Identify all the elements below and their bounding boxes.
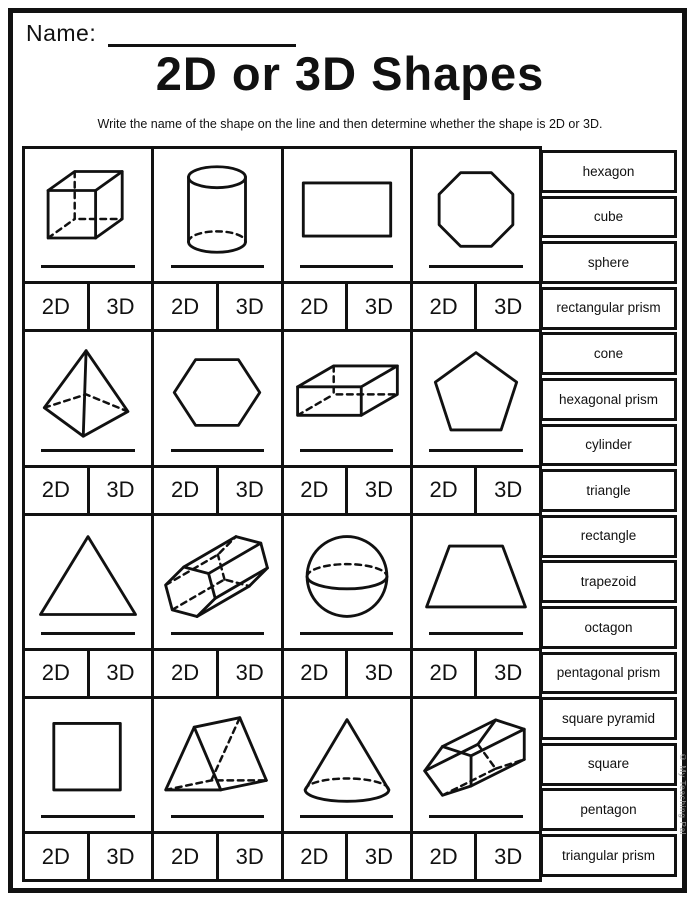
pentagonal-prism-shape [419,704,533,815]
choice-pair [284,284,413,329]
shape-cell [413,149,539,281]
shape-cell [154,699,283,831]
shape-cell [25,516,154,648]
choice-2d[interactable]: 2D [154,468,219,513]
word-bank-item: sphere [540,241,677,284]
choice-2d[interactable]: 2D [25,834,90,879]
choice-pair [154,651,283,696]
answer-line[interactable] [171,265,265,268]
instructions-text: Write the name of the shape on the line and then determine whether the shape is 2D or 3D. [97,117,603,131]
choice-3d[interactable]: 3D [106,660,135,686]
word-bank-item: rectangular prism [540,287,677,330]
name-input-line[interactable] [108,22,296,47]
shape-cell [25,699,154,831]
answer-line[interactable] [300,449,394,452]
choice-pair [25,468,154,513]
answer-line[interactable] [300,265,394,268]
shape-cell [25,332,154,464]
word-bank-item: cone [540,332,677,375]
choice-2d[interactable]: 2D [284,651,349,696]
shape-row-1 [25,149,539,284]
shape-row-2 [25,332,539,467]
choice-3d[interactable]: 3D [106,843,135,869]
cube-shape [31,154,145,265]
choice-row-1 [25,284,539,332]
choice-3d[interactable]: 3D [364,477,393,502]
choice-3d[interactable]: 3D [494,843,523,869]
shape-cell [413,699,539,831]
choice-pair [413,468,539,513]
word-bank-item: octagon [540,606,677,649]
word-bank-item: triangle [540,469,677,512]
choice-3d[interactable]: 3D [364,843,393,869]
answer-line[interactable] [41,632,135,635]
answer-line[interactable] [171,632,265,635]
answer-line[interactable] [171,449,265,452]
choice-pair [154,834,283,879]
choice-3d[interactable]: 3D [364,293,393,319]
word-bank-item: hexagon [540,150,677,193]
answer-line[interactable] [429,265,523,268]
word-bank-item: trapezoid [540,560,677,603]
shape-cell [154,332,283,464]
shape-cell [413,516,539,648]
choice-2d[interactable]: 2D [25,651,90,696]
choice-pair [413,834,539,879]
triangle-shape [31,521,145,632]
answer-line[interactable] [300,815,394,818]
choice-2d[interactable]: 2D [284,834,349,879]
choice-2d[interactable]: 2D [25,284,90,329]
choice-3d[interactable]: 3D [494,293,523,319]
word-bank-item: pentagon [540,788,677,831]
shape-cell [154,516,283,648]
choice-pair [25,651,154,696]
name-label: Name: [26,20,97,46]
choice-row-2 [25,468,539,516]
copyright-credit: © My Teaching Pal [678,752,688,836]
answer-line[interactable] [429,449,523,452]
choice-2d[interactable]: 2D [25,468,90,513]
square-shape [31,704,145,815]
shape-cell [284,699,413,831]
name-row [26,20,296,47]
shape-cell [284,149,413,281]
choice-3d[interactable]: 3D [106,477,135,502]
choice-pair [284,834,413,879]
answer-line[interactable] [300,632,394,635]
triangular-prism-shape [160,704,274,815]
answer-line[interactable] [41,449,135,452]
answer-line[interactable] [429,815,523,818]
choice-pair [154,468,283,513]
word-bank-item: cube [540,196,677,239]
hexagonal-prism-shape [160,521,274,632]
cone-shape [290,704,404,815]
choice-2d[interactable]: 2D [284,468,349,513]
word-bank-item: hexagonal prism [540,378,677,421]
shape-cell [154,149,283,281]
rectangular-prism-shape [290,337,404,448]
shapes-grid [22,146,542,882]
choice-pair [413,651,539,696]
shape-cell [25,149,154,281]
choice-2d[interactable]: 2D [413,468,478,513]
shape-row-3 [25,516,539,651]
word-bank-item: rectangle [540,515,677,558]
choice-row-3 [25,651,539,699]
answer-line[interactable] [41,815,135,818]
choice-2d[interactable]: 2D [154,834,219,879]
choice-3d[interactable]: 3D [235,293,264,319]
word-bank-item: square [540,743,677,786]
choice-2d[interactable]: 2D [284,284,349,329]
choice-2d[interactable]: 2D [413,284,478,329]
trapezoid-shape [419,521,533,632]
choice-3d[interactable]: 3D [235,477,264,502]
choice-pair [25,284,154,329]
word-bank [540,150,677,877]
square-pyramid-shape [31,337,145,448]
choice-pair [284,651,413,696]
choice-3d[interactable]: 3D [494,660,523,686]
choice-pair [413,284,539,329]
answer-line[interactable] [171,815,265,818]
choice-2d[interactable]: 2D [413,834,478,879]
choice-row-4 [25,834,539,879]
choice-2d[interactable]: 2D [413,651,478,696]
choice-2d[interactable]: 2D [154,284,219,329]
word-bank-item: square pyramid [540,697,677,740]
octagon-shape [419,154,533,265]
sphere-shape [290,521,404,632]
answer-line[interactable] [41,265,135,268]
choice-3d[interactable]: 3D [106,293,135,319]
choice-pair [284,468,413,513]
choice-pair [154,284,283,329]
choice-3d[interactable]: 3D [235,843,264,869]
choice-pair [25,834,154,879]
hexagon-shape [160,337,274,448]
cylinder-shape [160,154,274,265]
rectangle-shape [290,154,404,265]
word-bank-item: cylinder [540,424,677,467]
word-bank-item: pentagonal prism [540,652,677,695]
choice-3d[interactable]: 3D [494,477,523,502]
pentagon-shape [419,337,533,448]
word-bank-item: triangular prism [540,834,677,877]
answer-line[interactable] [429,632,523,635]
choice-3d[interactable]: 3D [235,660,264,686]
page-title: 2D or 3D Shapes [155,47,545,100]
shape-row-4 [25,699,539,834]
shape-cell [284,332,413,464]
shape-cell [284,516,413,648]
choice-3d[interactable]: 3D [364,660,393,686]
shape-cell [413,332,539,464]
choice-2d[interactable]: 2D [154,651,219,696]
